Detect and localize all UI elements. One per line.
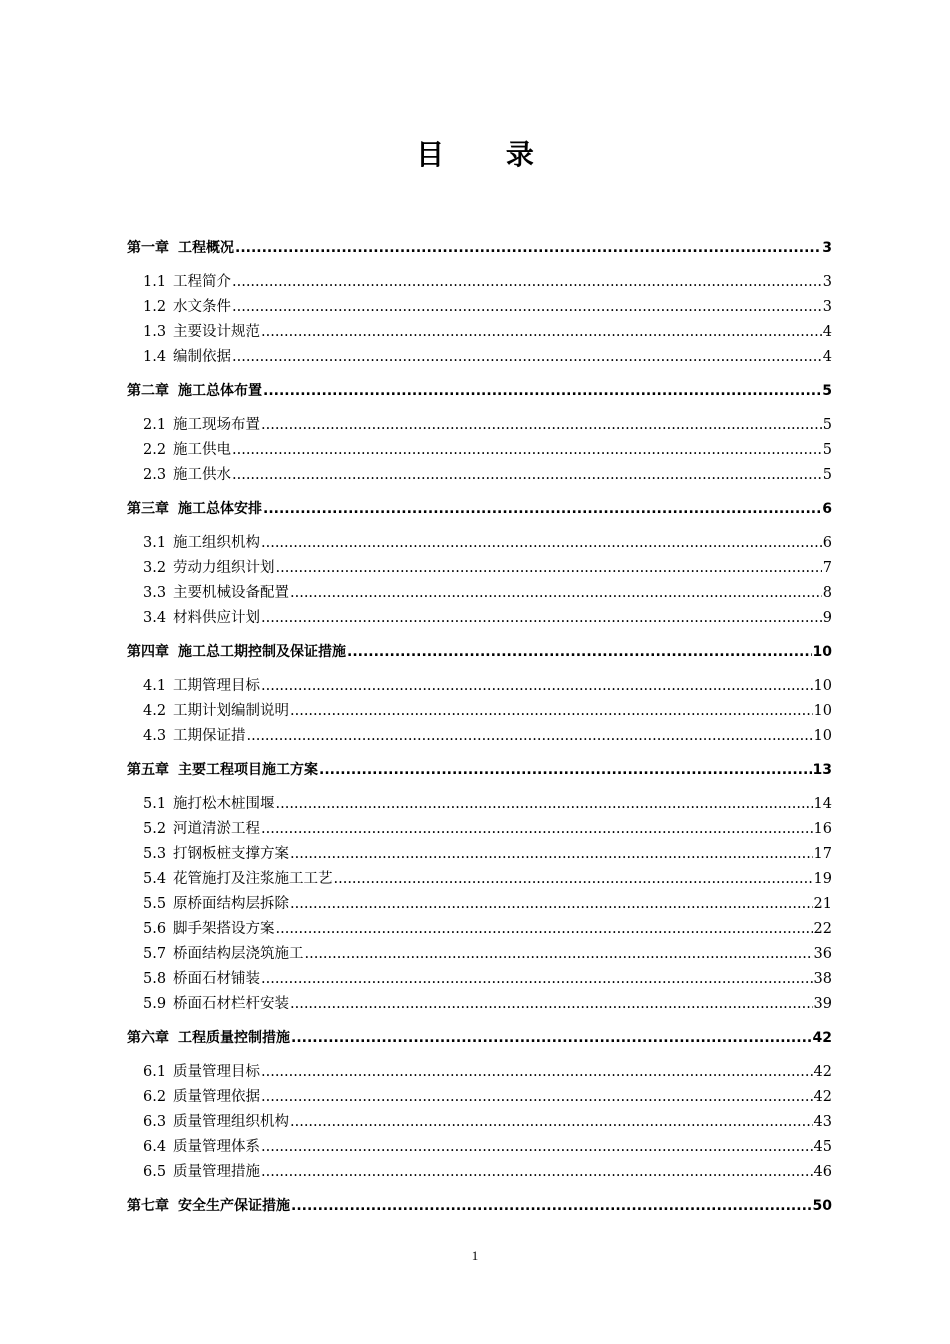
toc-section-entry[interactable] [143, 1160, 832, 1182]
toc-entry-page: 16 [813, 821, 832, 837]
toc-leader-dots [247, 726, 813, 746]
toc-section-entry[interactable] [143, 438, 832, 460]
toc-chapter-entry[interactable] [127, 497, 832, 519]
toc-leader-dots [290, 701, 813, 721]
toc-entry-label: 质量管理依据 [173, 1089, 260, 1105]
toc-entry-number: 6.2 [143, 1089, 167, 1105]
toc-entry-number: 6.1 [143, 1064, 167, 1080]
toc-entry-label: 施工总体安排 [178, 501, 262, 517]
toc-leader-dots [232, 272, 822, 292]
toc-section-entry[interactable] [143, 556, 832, 578]
toc-leader-dots [319, 760, 812, 780]
toc-entry-number: 5.8 [143, 971, 167, 987]
toc-entry-page: 4 [822, 349, 832, 365]
toc-entry-number: 4.2 [143, 703, 167, 719]
toc-entry-page: 13 [812, 762, 832, 778]
toc-leader-dots [261, 676, 813, 696]
toc-entry-number: 1.4 [143, 349, 167, 365]
toc-entry-page: 10 [813, 703, 832, 719]
toc-entry-number: 第七章 [127, 1198, 169, 1214]
toc-leader-dots [290, 844, 813, 864]
toc-entry-label: 施工供水 [173, 467, 231, 483]
toc-entry-label: 工程简介 [173, 274, 231, 290]
toc-entry-page: 5 [822, 383, 832, 399]
toc-section-entry[interactable] [143, 1135, 832, 1157]
toc-section-entry[interactable] [143, 463, 832, 485]
toc-chapter-entry[interactable] [127, 236, 832, 258]
toc-entry-page: 14 [813, 796, 832, 812]
toc-section-entry[interactable] [143, 867, 832, 889]
toc-entry-page: 45 [813, 1139, 832, 1155]
toc-entry-number: 3.3 [143, 585, 167, 601]
toc-entry-page: 46 [813, 1164, 832, 1180]
toc-entry-page: 50 [812, 1198, 832, 1214]
toc-entry-label: 施工总工期控制及保证措施 [178, 644, 346, 660]
toc-leader-dots [290, 583, 822, 603]
toc-entry-label: 桥面结构层浇筑施工 [173, 946, 304, 962]
toc-entry-number: 第五章 [127, 762, 169, 778]
toc-entry-label: 质量管理体系 [173, 1139, 260, 1155]
toc-entry-page: 5 [822, 417, 832, 433]
toc-entry-label: 桥面石材铺装 [173, 971, 260, 987]
toc-entry-number: 3.2 [143, 560, 167, 576]
toc-section-entry[interactable] [143, 817, 832, 839]
toc-section-entry[interactable] [143, 270, 832, 292]
toc-entry-page: 36 [813, 946, 832, 962]
toc-entry-number: 6.5 [143, 1164, 167, 1180]
toc-entry-label: 工期保证措 [173, 728, 246, 744]
toc-leader-dots [232, 297, 822, 317]
toc-entry-label: 工期管理目标 [173, 678, 260, 694]
toc-leader-dots [290, 894, 813, 914]
toc-entry-page: 7 [822, 560, 832, 576]
toc-section-entry[interactable] [143, 842, 832, 864]
toc-entry-number: 1.3 [143, 324, 167, 340]
toc-entry-page: 10 [812, 644, 832, 660]
toc-entry-number: 2.3 [143, 467, 167, 483]
toc-leader-dots [232, 440, 822, 460]
toc-entry-page: 22 [813, 921, 832, 937]
toc-entry-page: 21 [813, 896, 832, 912]
toc-leader-dots [334, 869, 813, 889]
toc-section-entry[interactable] [143, 967, 832, 989]
toc-entry-page: 5 [822, 442, 832, 458]
toc-entry-label: 工程概况 [178, 240, 234, 256]
toc-entry-number: 4.1 [143, 678, 167, 694]
toc-section-entry[interactable] [143, 1085, 832, 1107]
toc-leader-dots [232, 465, 822, 485]
toc-entry-page: 19 [813, 871, 832, 887]
toc-entry-number: 5.2 [143, 821, 167, 837]
toc-entry-number: 1.1 [143, 274, 167, 290]
toc-entry-label: 河道清淤工程 [173, 821, 260, 837]
toc-entry-label: 质量管理措施 [173, 1164, 260, 1180]
toc-entry-label: 施打松木桩围堰 [173, 796, 275, 812]
toc-entry-label: 劳动力组织计划 [173, 560, 275, 576]
toc-entry-label: 花管施打及注浆施工工艺 [173, 871, 333, 887]
toc-entry-page: 8 [822, 585, 832, 601]
toc-entry-number: 2.1 [143, 417, 167, 433]
toc-section-entry[interactable] [143, 992, 832, 1014]
toc-entry-label: 主要工程项目施工方案 [178, 762, 318, 778]
toc-entry-label: 施工总体布置 [178, 383, 262, 399]
toc-entry-number: 第三章 [127, 501, 169, 517]
toc-leader-dots [305, 944, 813, 964]
toc-chapter-entry[interactable] [127, 640, 832, 662]
toc-section-entry[interactable] [143, 295, 832, 317]
toc-leader-dots [261, 1062, 813, 1082]
toc-entry-label: 工期计划编制说明 [173, 703, 289, 719]
toc-entry-number: 5.1 [143, 796, 167, 812]
toc-entry-number: 6.4 [143, 1139, 167, 1155]
toc-entry-label: 脚手架搭设方案 [173, 921, 275, 937]
toc-entry-label: 主要机械设备配置 [173, 585, 289, 601]
toc-section-entry[interactable] [143, 1110, 832, 1132]
toc-entry-number: 5.9 [143, 996, 167, 1012]
toc-leader-dots [291, 1028, 812, 1048]
toc-entry-label: 打钢板桩支撑方案 [173, 846, 289, 862]
toc-entry-number: 5.3 [143, 846, 167, 862]
toc-entry-number: 5.4 [143, 871, 167, 887]
toc-entry-page: 4 [822, 324, 832, 340]
toc-chapter-entry[interactable] [127, 1026, 832, 1048]
toc-entry-page: 39 [813, 996, 832, 1012]
toc-leader-dots [261, 969, 813, 989]
toc-entry-label: 工程质量控制措施 [178, 1030, 290, 1046]
toc-entry-label: 施工供电 [173, 442, 231, 458]
toc-entry-number: 第一章 [127, 240, 169, 256]
toc-section-entry[interactable] [143, 917, 832, 939]
toc-section-entry[interactable] [143, 724, 832, 746]
toc-entry-label: 质量管理目标 [173, 1064, 260, 1080]
toc-entry-label: 施工组织机构 [173, 535, 260, 551]
toc-entry-page: 10 [813, 678, 832, 694]
toc-leader-dots [261, 1137, 813, 1157]
toc-section-entry[interactable] [143, 320, 832, 342]
toc-entry-number: 第二章 [127, 383, 169, 399]
toc-entry-label: 原桥面结构层拆除 [173, 896, 289, 912]
page-title: 目 录 [416, 138, 560, 171]
page-number: 1 [471, 1248, 479, 1263]
toc-entry-label: 材料供应计划 [173, 610, 260, 626]
toc-entry-number: 4.3 [143, 728, 167, 744]
toc-entry-label: 安全生产保证措施 [178, 1198, 290, 1214]
toc-section-entry[interactable] [143, 531, 832, 553]
toc-entry-number: 5.5 [143, 896, 167, 912]
toc-entry-page: 42 [813, 1064, 832, 1080]
toc-section-entry[interactable] [143, 892, 832, 914]
toc-entry-page: 9 [822, 610, 832, 626]
toc-leader-dots [276, 794, 813, 814]
toc-leader-dots [261, 322, 822, 342]
toc-entry-number: 5.6 [143, 921, 167, 937]
toc-entry-page: 6 [822, 501, 832, 517]
toc-leader-dots [276, 558, 822, 578]
toc-entry-page: 6 [822, 535, 832, 551]
toc-leader-dots [276, 919, 813, 939]
toc-entry-number: 5.7 [143, 946, 167, 962]
toc-entry-page: 38 [813, 971, 832, 987]
toc-section-entry[interactable] [143, 942, 832, 964]
toc-section-entry[interactable] [143, 792, 832, 814]
toc-leader-dots [261, 1087, 813, 1107]
toc-entry-number: 2.2 [143, 442, 167, 458]
toc-entry-page: 3 [822, 299, 832, 315]
toc-leader-dots [347, 642, 812, 662]
toc-entry-page: 3 [822, 274, 832, 290]
toc-leader-dots [235, 238, 821, 258]
toc-leader-dots [261, 1162, 813, 1182]
toc-section-entry[interactable] [143, 581, 832, 603]
toc-entry-number: 6.3 [143, 1114, 167, 1130]
toc-entry-page: 17 [813, 846, 832, 862]
toc-section-entry[interactable] [143, 413, 832, 435]
toc-leader-dots [290, 1112, 813, 1132]
toc-leader-dots [261, 608, 822, 628]
toc-entry-page: 42 [813, 1089, 832, 1105]
toc-entry-number: 第四章 [127, 644, 169, 660]
toc-entry-label: 桥面石材栏杆安装 [173, 996, 289, 1012]
toc-leader-dots [263, 499, 821, 519]
toc-leader-dots [263, 381, 821, 401]
toc-leader-dots [232, 347, 822, 367]
toc-entry-number: 第六章 [127, 1030, 169, 1046]
toc-entry-page: 5 [822, 467, 832, 483]
toc-section-entry[interactable] [143, 674, 832, 696]
toc-entry-number: 1.2 [143, 299, 167, 315]
toc-section-entry[interactable] [143, 699, 832, 721]
toc-chapter-entry[interactable] [127, 758, 832, 780]
toc-section-entry[interactable] [143, 606, 832, 628]
toc-entry-page: 3 [822, 240, 832, 256]
toc-entry-label: 水文条件 [173, 299, 231, 315]
toc-chapter-entry[interactable] [127, 379, 832, 401]
toc-entry-label: 编制依据 [173, 349, 231, 365]
toc-entry-page: 43 [813, 1114, 832, 1130]
toc-entry-number: 3.1 [143, 535, 167, 551]
toc-entry-label: 质量管理组织机构 [173, 1114, 289, 1130]
toc-leader-dots [291, 1196, 812, 1216]
toc-section-entry[interactable] [143, 345, 832, 367]
toc-chapter-entry[interactable] [127, 1194, 832, 1216]
toc-leader-dots [261, 533, 822, 553]
toc-section-entry[interactable] [143, 1060, 832, 1082]
toc-entry-label: 主要设计规范 [173, 324, 260, 340]
toc-leader-dots [261, 819, 813, 839]
toc-entry-page: 10 [813, 728, 832, 744]
toc-leader-dots [261, 415, 822, 435]
toc-entry-page: 42 [812, 1030, 832, 1046]
toc-entry-label: 施工现场布置 [173, 417, 260, 433]
toc-entry-number: 3.4 [143, 610, 167, 626]
toc-leader-dots [290, 994, 813, 1014]
